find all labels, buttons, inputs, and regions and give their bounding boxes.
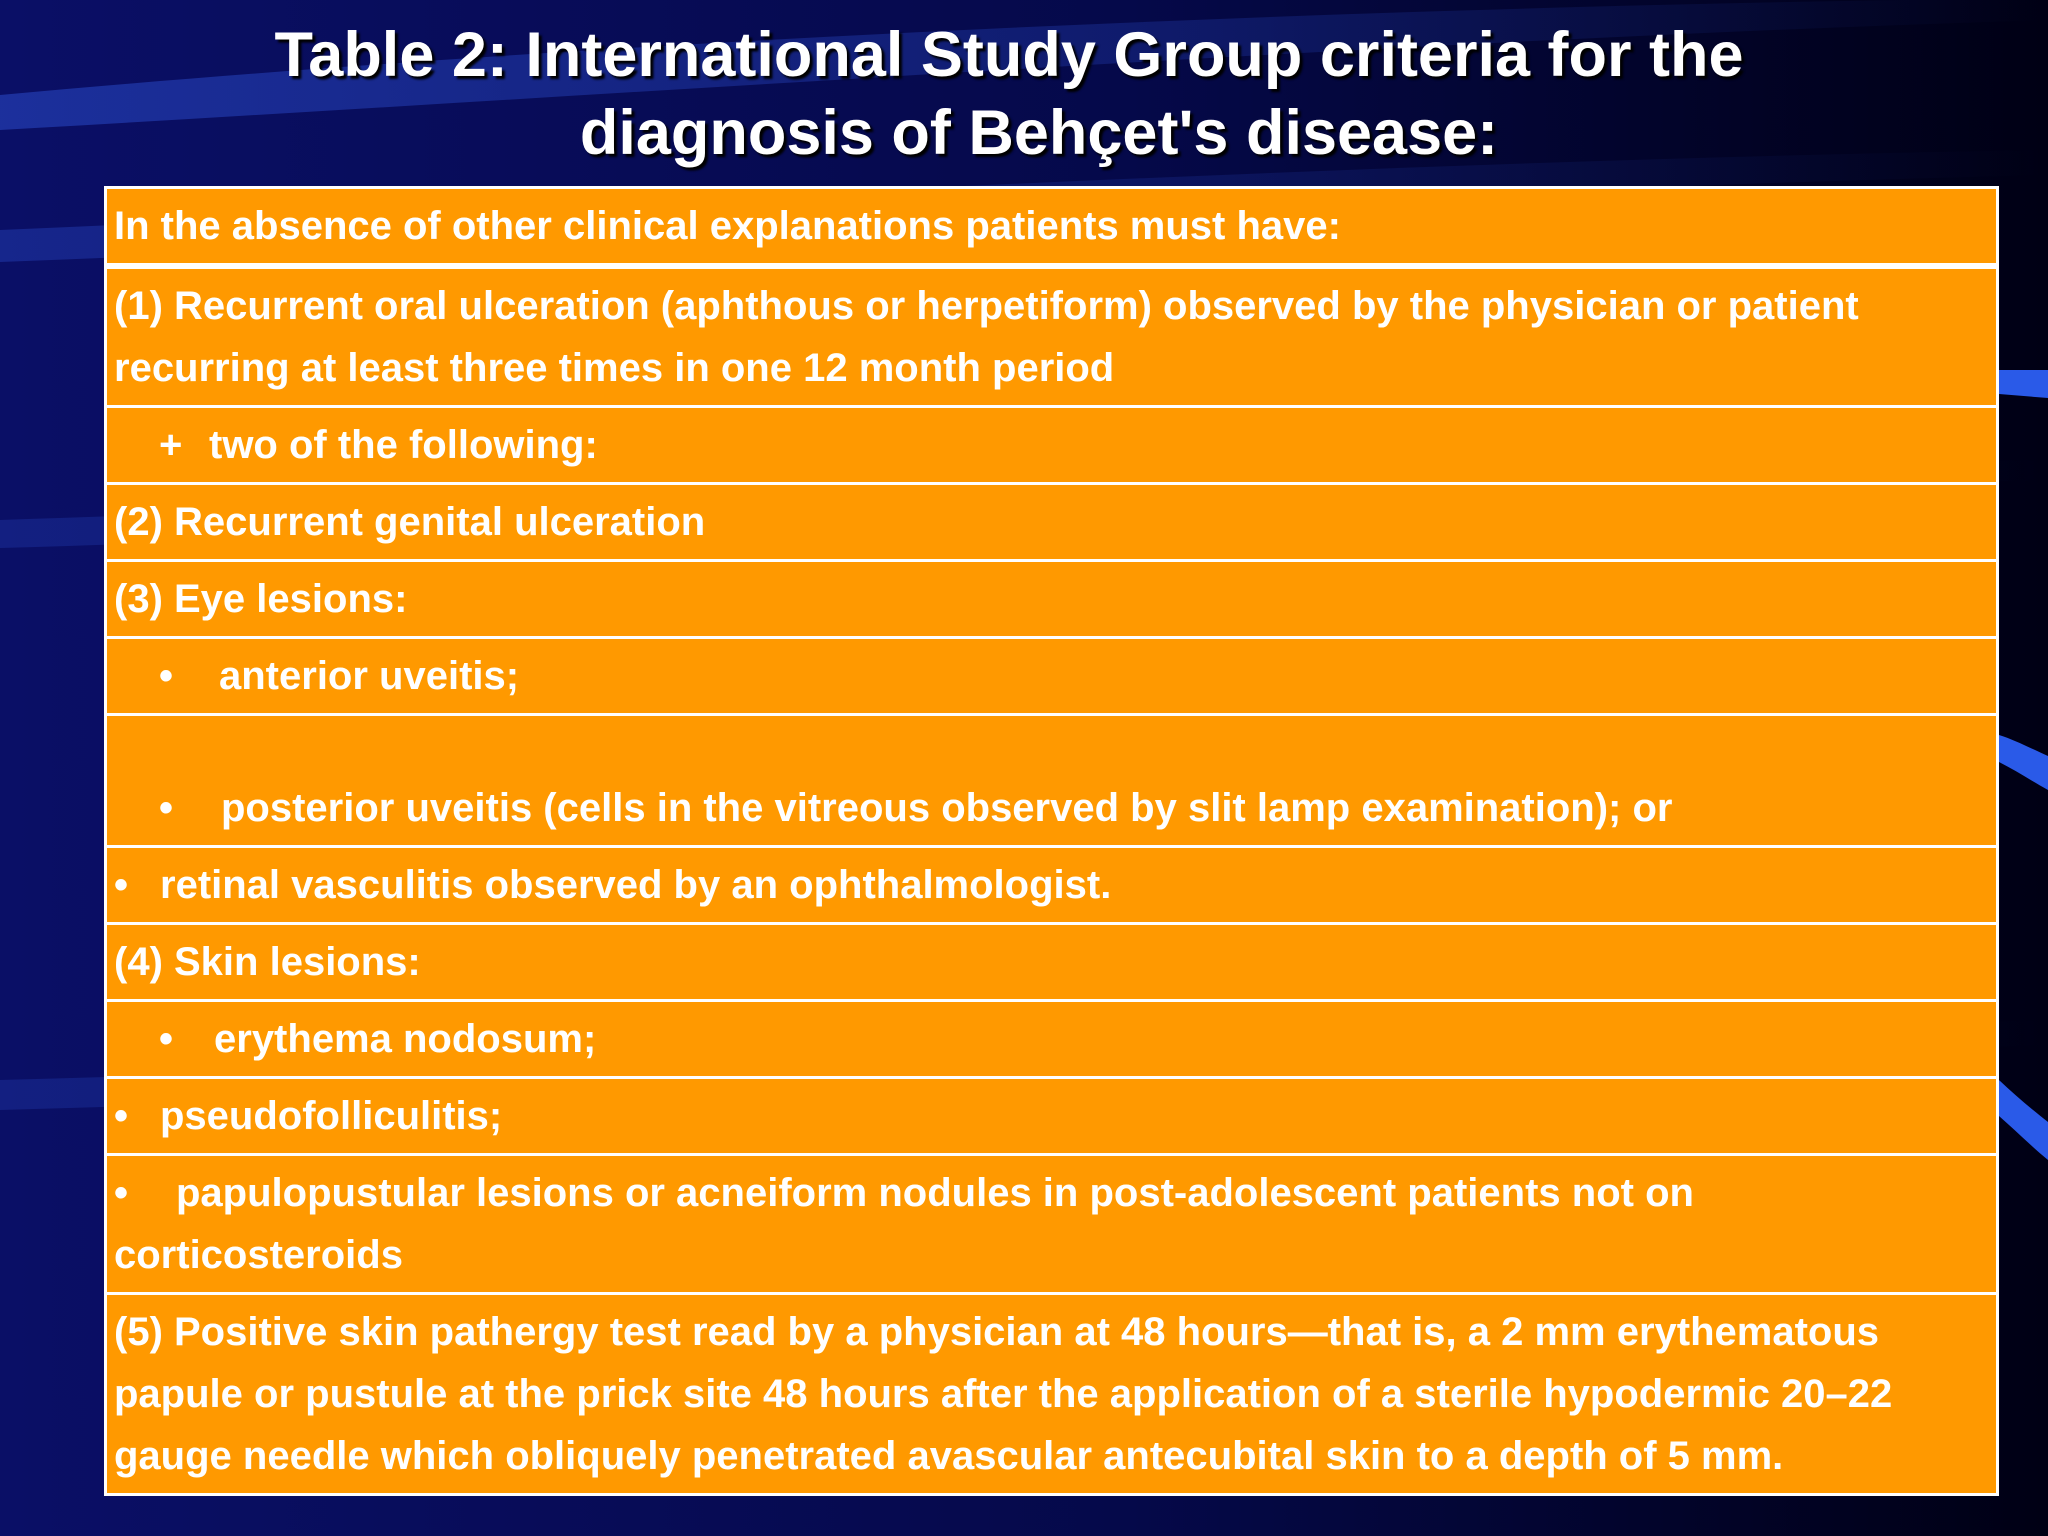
row-text: two of the following: bbox=[209, 423, 598, 467]
row-text: retinal vasculitis observed by an ophthalmologist. bbox=[160, 863, 1112, 907]
table-cell-criterion-2: (2) Recurrent genital ulceration bbox=[106, 484, 1998, 561]
table-row bbox=[106, 484, 1998, 561]
table-cell-anterior-uveitis bbox=[106, 638, 1998, 715]
table-cell-erythema-nodosum bbox=[106, 1001, 1998, 1078]
table-cell-criterion-5: (5) Positive skin pathergy test read by a physician at 48 hours—that is, a 2 mm erythematous papule or pustule at the prick site 48 hours after the application of a sterile hypodermic 20–22 gauge needle which obliquely penetrated avascular antecubital skin to a depth of 5 mm. bbox=[106, 1294, 1998, 1495]
table-cell-papulopustular bbox=[106, 1155, 1998, 1294]
bullet-marker: • bbox=[159, 786, 174, 830]
table-row bbox=[106, 407, 1998, 484]
criteria-table bbox=[104, 186, 1999, 1496]
table-row bbox=[106, 1294, 1998, 1495]
table-cell-criterion-4: (4) Skin lesions: bbox=[106, 924, 1998, 1001]
row-text: papulopustular lesions or acneiform nodules in post-adolescent patients not on corticosteroids bbox=[114, 1171, 1694, 1277]
table-cell-pseudofolliculitis bbox=[106, 1078, 1998, 1155]
table-row bbox=[106, 1078, 1998, 1155]
table-row bbox=[106, 847, 1998, 924]
table-row bbox=[106, 188, 1998, 267]
bullet-marker: • bbox=[114, 863, 129, 907]
table-cell-criterion-3: (3) Eye lesions: bbox=[106, 561, 1998, 638]
table-row bbox=[106, 266, 1998, 407]
bullet-marker: • bbox=[114, 1094, 129, 1138]
plus-marker: + bbox=[159, 423, 183, 467]
row-text: posterior uveitis (cells in the vitreous observed by slit lamp examination); or bbox=[221, 786, 1673, 830]
bullet-marker: • bbox=[114, 1171, 129, 1215]
slide-title bbox=[0, 16, 2048, 172]
table-cell-retinal-vasculitis bbox=[106, 847, 1998, 924]
title-line-1: Table 2: International Study Group criteria for the bbox=[274, 20, 1744, 90]
table-row bbox=[106, 715, 1998, 847]
table-row bbox=[106, 638, 1998, 715]
table-row bbox=[106, 561, 1998, 638]
table-row bbox=[106, 924, 1998, 1001]
title-line-2: diagnosis of Behçet's disease: bbox=[579, 98, 1499, 168]
table-cell-posterior-uveitis bbox=[106, 715, 1998, 847]
bullet-marker: • bbox=[159, 654, 174, 698]
background-stripe bbox=[1999, 370, 2048, 398]
table-row bbox=[106, 1155, 1998, 1294]
table-cell-two-of-following bbox=[106, 407, 1998, 484]
table-row bbox=[106, 1001, 1998, 1078]
row-text: erythema nodosum; bbox=[214, 1017, 597, 1061]
row-text: pseudofolliculitis; bbox=[160, 1094, 503, 1138]
table-cell-criterion-1: (1) Recurrent oral ulceration (aphthous or herpetiform) observed by the physician or patient recurring at least three times in one 12 month period bbox=[106, 266, 1998, 407]
bullet-marker: • bbox=[159, 1017, 174, 1061]
table-cell-intro: In the absence of other clinical explanations patients must have: bbox=[106, 188, 1998, 267]
row-text: anterior uveitis; bbox=[219, 654, 520, 698]
